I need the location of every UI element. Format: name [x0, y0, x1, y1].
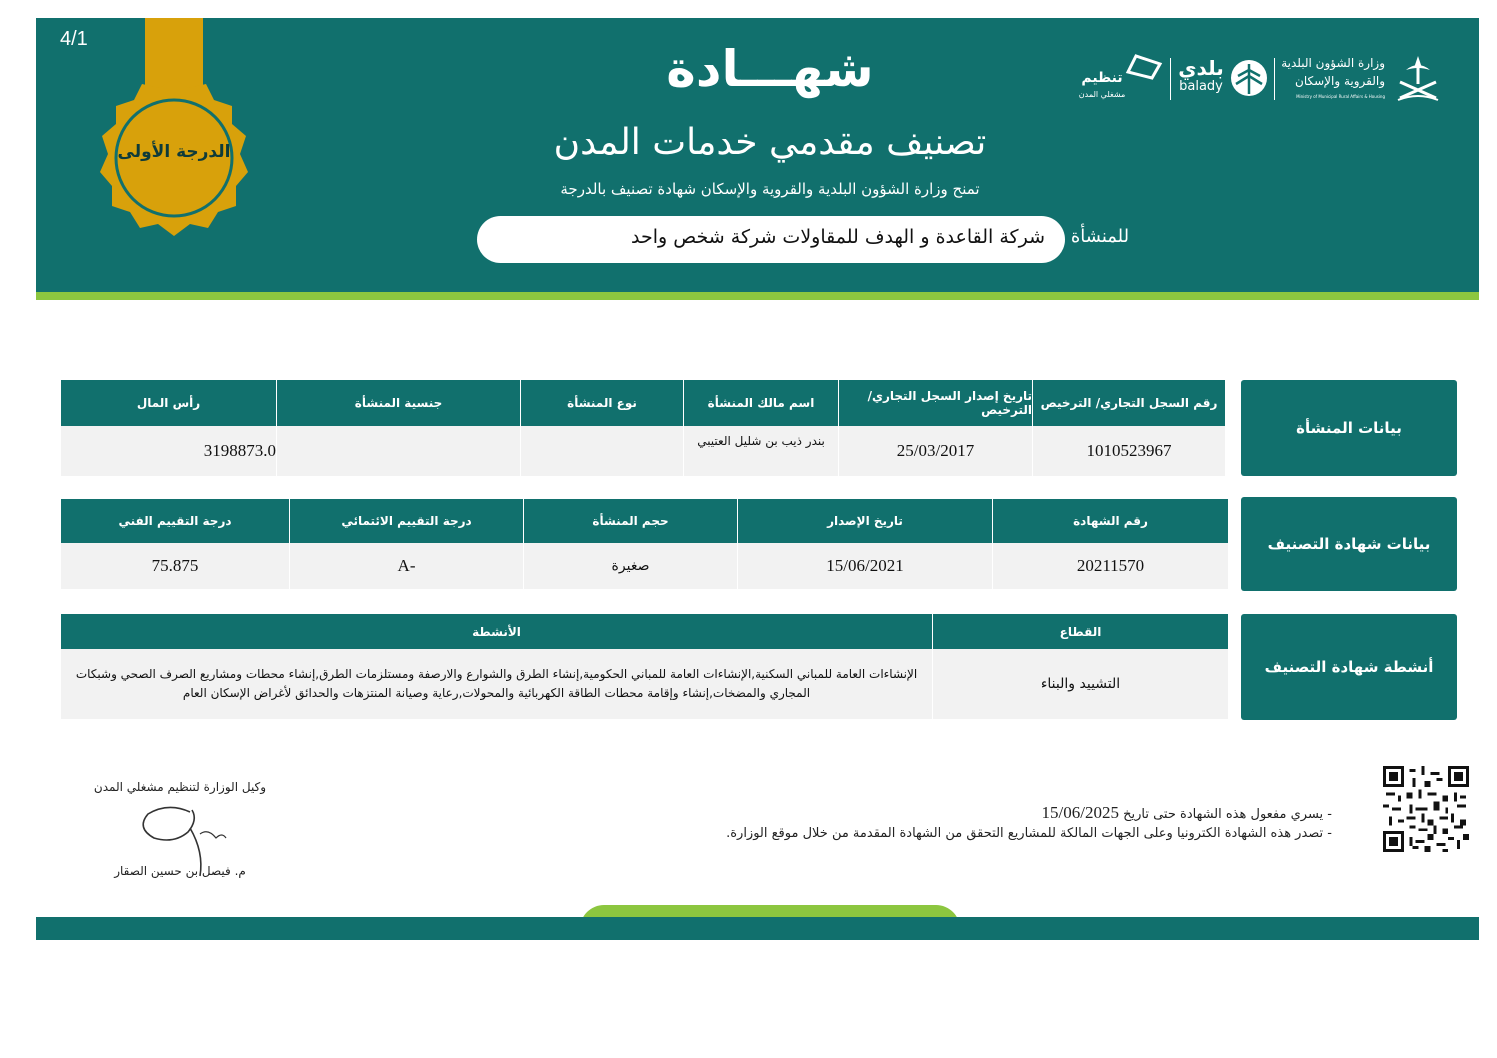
electronic-note: - تصدر هذه الشهادة الكترونيا وعلى الجهات المالكة للمشاريع التحقق من الشهادة المقدمة من خلال موقع الوزارة. [726, 826, 1332, 841]
tanzeem-logo-sub: مشغلي المدن [1078, 90, 1126, 99]
validity-note [690, 803, 1332, 823]
table-cell-certificate-number: 20211570 [992, 543, 1228, 589]
table-header: نوع المنشأة [520, 380, 683, 426]
validity-date: 15/06/2025 [1041, 803, 1119, 822]
table-cell-technical-rating: 75.875 [60, 543, 289, 589]
table-cell-capital: 3198873.0 [60, 426, 276, 476]
signatory-name: م. فيصل بن حسين الصقار [114, 864, 246, 878]
table-cell-issue-date: 15/06/2021 [737, 543, 992, 589]
table-cell-establishment-type [520, 426, 683, 476]
for-establishment-label: للمنشأة [1070, 226, 1130, 247]
header-accent-line [36, 292, 1479, 300]
validity-prefix: - يسري مفعول هذه الشهادة حتى تاريخ [1123, 807, 1332, 822]
logo-separator [1170, 58, 1171, 100]
medal-label: الدرجة الأولى [117, 142, 231, 162]
table-cell-nationality [276, 426, 520, 476]
table-header: رقم الشهادة [992, 499, 1228, 543]
table-header: جنسية المنشأة [276, 380, 520, 426]
table-cell-cr-number: 1010523967 [1032, 426, 1225, 476]
table-header: درجة التقييم الائتمائي [289, 499, 523, 543]
balady-palm-icon [1230, 56, 1268, 100]
table-header: اسم مالك المنشأة [683, 380, 838, 426]
table-cell-activities: الإنشاءات العامة للمباني السكنية,الإنشاءات العامة للمباني الحكومية,إنشاء الطرق والشوارع والارصفة ومستلزمات الطرق,إنشاء محطات ومشاريع الصرف الصحي وشبكات المجاري والمضخات,إنشاء وإقامة محطات الطاقة الكهربائية والمحولات,رعاية وصيانة المنتزهات والحدائق لأغراض الإسكان العام [60, 649, 932, 719]
logo-separator [1274, 58, 1275, 100]
certificate-title: شهـــادة [666, 40, 874, 98]
ministry-emblem-icon [1392, 52, 1444, 106]
section-label-activities: أنشطة شهادة التصنيف [1241, 614, 1457, 720]
ministry-name-en: Ministry of Municipal Rural Affairs & Housing [1296, 94, 1385, 99]
signatory-title: وكيل الوزارة لتنظيم مشغلي المدن [93, 780, 267, 794]
table-header: القطاع [932, 614, 1228, 649]
activities-table [60, 614, 1228, 719]
establishment-name: شركة القاعدة و الهدف للمقاولات شركة شخص واحد [631, 226, 1045, 248]
table-header: رقم السجل التجاري/ الترخيص [1032, 380, 1225, 426]
certificate-subtitle: تصنيف مقدمي خدمات المدن [553, 122, 987, 163]
table-cell-owner-name: بندر ذيب بن شليل العتيبي [683, 426, 838, 476]
establishment-table [60, 380, 1225, 476]
ministry-name-line1: وزارة الشؤون البلدية [1281, 56, 1385, 70]
table-cell-establishment-size: صغيرة [523, 543, 737, 589]
qr-code-icon[interactable] [1383, 766, 1469, 852]
grant-text: تمنح وزارة الشؤون البلدية والقروية والإسكان شهادة تصنيف بالدرجة [560, 180, 980, 198]
section-label-certificate: بيانات شهادة التصنيف [1241, 497, 1457, 591]
table-header: تاريخ الإصدار [737, 499, 992, 543]
table-header: حجم المنشأة [523, 499, 737, 543]
tanzeem-logo-ar: تنظيم [1081, 70, 1123, 86]
footer-band [36, 917, 1479, 940]
table-header: تاريخ إصدار السجل التجاري/ الترخيص [838, 380, 1032, 426]
table-cell-credit-rating: -A [289, 543, 523, 589]
balady-logo-en: balady [1179, 79, 1223, 94]
table-header: رأس المال [60, 380, 276, 426]
table-cell-sector: التشييد والبناء [932, 649, 1228, 719]
balady-logo-ar: بلدي [1178, 56, 1224, 80]
certificate-table [60, 499, 1228, 589]
table-header: الأنشطة [60, 614, 932, 649]
page-number: 4/1 [60, 28, 88, 50]
section-label-establishment: بيانات المنشأة [1241, 380, 1457, 476]
ministry-name-line2: والقروية والإسكان [1295, 74, 1385, 88]
table-cell-cr-date: 25/03/2017 [838, 426, 1032, 476]
table-header: درجة التقييم الفني [60, 499, 289, 543]
logos-group [1070, 48, 1450, 112]
